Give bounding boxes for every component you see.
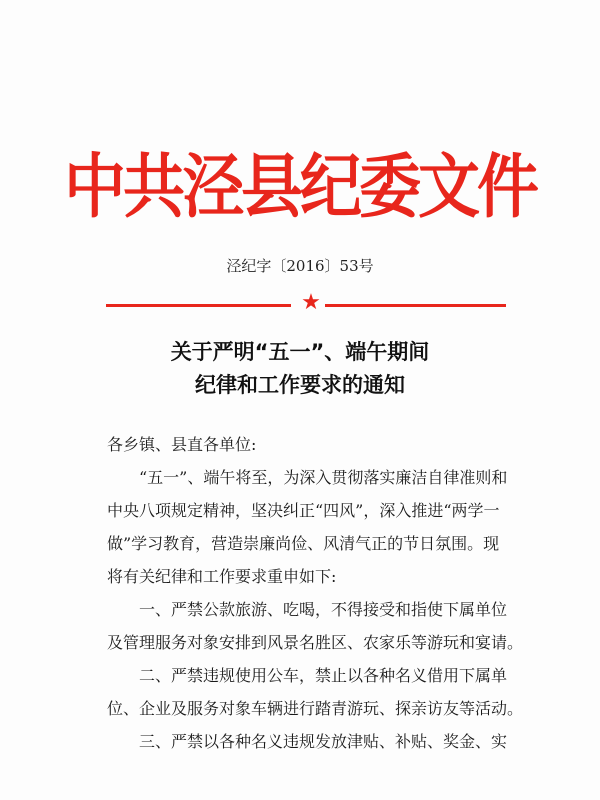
body-line: 及管理服务对象安排到风景名胜区、农家乐等游玩和宴请。 <box>107 633 524 652</box>
body-line: 一、严禁公款旅游、吃喝，不得接受和指使下属单位 <box>139 600 508 619</box>
salutation: 各乡镇、县直各单位: <box>107 435 257 454</box>
red-rule-right <box>325 304 506 307</box>
notice-title-line-2: 纪律和工作要求的通知 <box>195 373 405 397</box>
notice-body <box>107 428 527 758</box>
masthead-title: 中共泾县纪委文件 <box>63 145 536 228</box>
star-icon: ★ <box>301 290 321 315</box>
body-line: “五一”、端午将至，为深入贯彻落实廉洁自律准则和 <box>139 468 508 487</box>
document-number: 泾纪字〔2016〕53号 <box>226 257 374 275</box>
body-line: 中央八项规定精神，坚决纠正“四风”，深入推进“两学一 <box>107 501 500 520</box>
red-rule-left <box>106 304 291 307</box>
body-line: 三、严禁以各种名义违规发放津贴、补贴、奖金、实 <box>139 732 508 751</box>
body-line: 二、严禁违规使用公车，禁止以各种名义借用下属单 <box>139 666 508 685</box>
body-line: 位、企业及服务对象车辆进行踏青游玩、探亲访友等活动。 <box>107 699 524 718</box>
body-line: 将有关纪律和工作要求重申如下: <box>107 567 337 586</box>
body-line: 做”学习教育，营造崇廉尚俭、风清气正的节日氛围。现 <box>107 534 500 553</box>
notice-title-line-1: 关于严明“五一”、端午期间 <box>170 340 430 364</box>
notice-title <box>0 336 600 402</box>
